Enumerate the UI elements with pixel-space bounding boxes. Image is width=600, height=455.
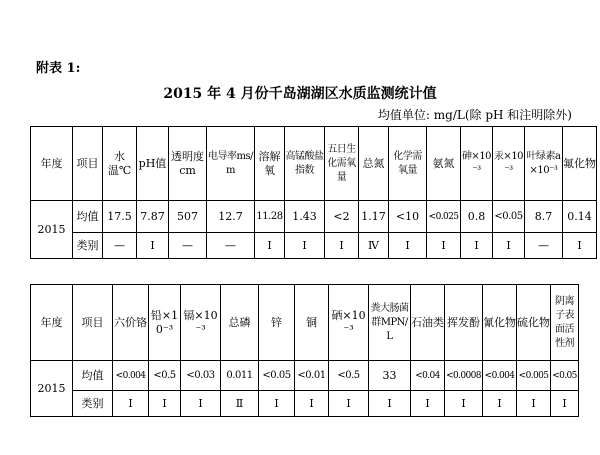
mean-cell: <0.05 (551, 361, 579, 391)
table-row-class (31, 233, 597, 259)
class-cell: I (493, 233, 525, 259)
mean-cell: <0.5 (329, 361, 369, 391)
class-cell: I (255, 233, 285, 259)
column-header: 电导率ms/m (207, 127, 255, 201)
column-header: 总氮 (359, 127, 389, 201)
mean-cell: 1.43 (285, 201, 325, 233)
mean-cell: <0.03 (181, 361, 221, 391)
class-cell: I (113, 391, 149, 417)
class-cell: I (389, 233, 427, 259)
column-header: 氟化物 (563, 127, 597, 201)
table-header-row (31, 127, 597, 201)
item-header: 项目 (73, 285, 113, 361)
column-header: 铅×10⁻³ (149, 285, 181, 361)
class-cell: I (181, 391, 221, 417)
column-header: 水温℃ (103, 127, 137, 201)
mean-cell: <0.004 (113, 361, 149, 391)
mean-cell: <0.05 (493, 201, 525, 233)
mean-cell: <0.05 (259, 361, 295, 391)
year-header: 年度 (31, 285, 73, 361)
mean-cell: 0.14 (563, 201, 597, 233)
page-title: 2015 年 4 月份千岛湖湖区水质监测统计值 (163, 86, 437, 102)
table-header-row (31, 285, 579, 361)
class-cell: Ⅳ (359, 233, 389, 259)
row-label-mean: 均值 (73, 201, 103, 233)
class-cell: I (445, 391, 483, 417)
class-cell: — (525, 233, 563, 259)
mean-cell: 507 (169, 201, 207, 233)
class-cell: I (563, 233, 597, 259)
column-header: 硫化物 (517, 285, 551, 361)
mean-cell: 11.28 (255, 201, 285, 233)
mean-cell: 7.87 (137, 201, 169, 233)
class-cell: I (259, 391, 295, 417)
mean-cell: <0.04 (411, 361, 445, 391)
year-cell: 2015 (31, 361, 73, 417)
column-header: 溶解氧 (255, 127, 285, 201)
column-header: 铜 (295, 285, 329, 361)
column-header: 挥发酚 (445, 285, 483, 361)
class-cell: I (427, 233, 461, 259)
column-header: 镉×10⁻³ (181, 285, 221, 361)
mean-cell: 17.5 (103, 201, 137, 233)
class-cell: I (295, 391, 329, 417)
mean-cell: 12.7 (207, 201, 255, 233)
column-header: 氰化物 (483, 285, 517, 361)
column-header: 砷×10⁻³ (461, 127, 493, 201)
mean-cell: 33 (369, 361, 411, 391)
mean-cell: <0.005 (517, 361, 551, 391)
column-header: 五日生化需氧量 (325, 127, 359, 201)
class-cell: I (461, 233, 493, 259)
column-header: 化学需氧量 (389, 127, 427, 201)
mean-cell: <0.5 (149, 361, 181, 391)
mean-cell: 1.17 (359, 201, 389, 233)
mean-cell: 8.7 (525, 201, 563, 233)
mean-cell: <2 (325, 201, 359, 233)
class-cell: I (517, 391, 551, 417)
mean-cell: <10 (389, 201, 427, 233)
class-cell: I (411, 391, 445, 417)
mean-cell: <0.004 (483, 361, 517, 391)
column-header: 粪大肠菌群MPN/L (369, 285, 411, 361)
class-cell: Ⅱ (221, 391, 259, 417)
column-header: 透明度cm (169, 127, 207, 201)
column-header: 高锰酸盐指数 (285, 127, 325, 201)
appendix-label: 附表 1: (36, 61, 81, 76)
class-cell: I (483, 391, 517, 417)
unit-note: 均值单位: mg/L(除 pH 和注明除外) (377, 108, 572, 122)
class-cell: I (551, 391, 579, 417)
class-cell: I (369, 391, 411, 417)
column-header: 硒×10⁻³ (329, 285, 369, 361)
table-row-mean (31, 201, 597, 233)
class-cell: I (329, 391, 369, 417)
class-cell: I (285, 233, 325, 259)
column-header: 石油类 (411, 285, 445, 361)
class-cell: — (207, 233, 255, 259)
mean-cell: 0.8 (461, 201, 493, 233)
column-header: 六价铬 (113, 285, 149, 361)
row-label-class: 类别 (73, 391, 113, 417)
mean-cell: <0.01 (295, 361, 329, 391)
column-header: 总磷 (221, 285, 259, 361)
water-quality-table-1 (30, 126, 597, 259)
column-header: 氨氮 (427, 127, 461, 201)
mean-cell: <0.025 (427, 201, 461, 233)
table-row-class (31, 391, 579, 417)
row-label-class: 类别 (73, 233, 103, 259)
table-row-mean (31, 361, 579, 391)
class-cell: — (169, 233, 207, 259)
mean-cell: <0.0008 (445, 361, 483, 391)
column-header: pH值 (137, 127, 169, 201)
class-cell: I (149, 391, 181, 417)
year-header: 年度 (31, 127, 73, 201)
column-header: 锌 (259, 285, 295, 361)
water-quality-table-2 (30, 284, 579, 417)
row-label-mean: 均值 (73, 361, 113, 391)
year-cell: 2015 (31, 201, 73, 259)
column-header: 汞×10⁻³ (493, 127, 525, 201)
class-cell: — (103, 233, 137, 259)
column-header: 叶绿素a×10⁻³ (525, 127, 563, 201)
class-cell: I (325, 233, 359, 259)
mean-cell: 0.011 (221, 361, 259, 391)
column-header: 阴离子表面活性剂 (551, 285, 579, 361)
item-header: 项目 (73, 127, 103, 201)
class-cell: I (137, 233, 169, 259)
